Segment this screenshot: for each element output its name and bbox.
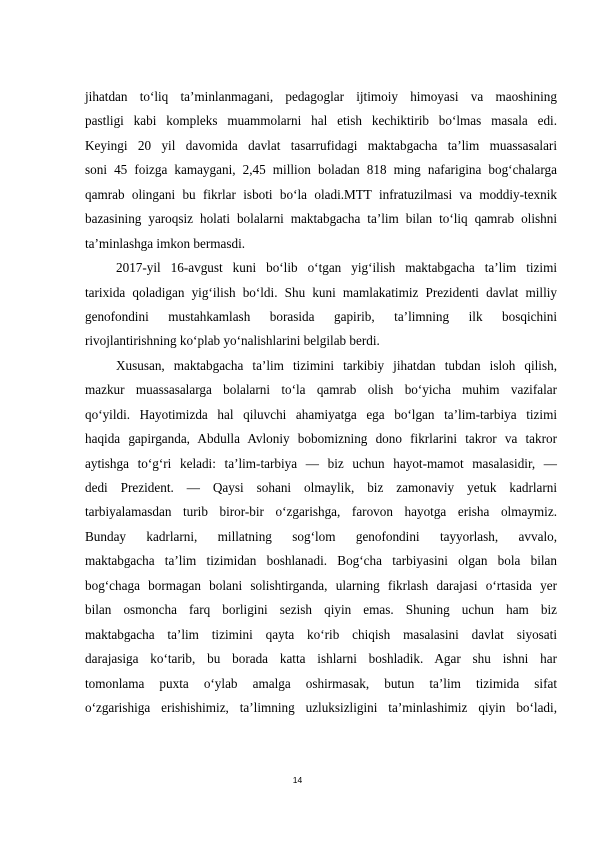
text-line: Keyingi 20 yil davomida davlat tasarrufidagi maktabgacha ta’lim muassasalari (85, 137, 557, 153)
text-line: o‘zgarishiga erishishimiz, ta’limning uzluksizligini ta’minlashimiz qiyin bo‘ladi, (85, 699, 557, 715)
text-line: darajasiga ko‘tarib, bu borada katta ishlarni boshladik. Agar shu ishni har (85, 651, 557, 667)
text-line: haqida gapirganda, Abdulla Avloniy bobomizning dono fikrlarini takror va takror (85, 431, 557, 447)
text-line: genofondini mustahkamlash borasida gapirib, ta’limning ilk bosqichini (85, 308, 557, 324)
text-line: bog‘chaga bormagan bolani solishtirganda, ularning fikrlash darajasi o‘rtasida yer (85, 577, 557, 593)
text-line: tarixida qoladigan yig‘ilish bo‘ldi. Shu kuni mamlakatimiz Prezidenti davlat milliy (85, 284, 557, 300)
text-line: jihatdan to‘liq ta’minlanmagani, pedagoglar ijtimoiy himoyasi va maoshining (85, 89, 557, 104)
text-line: maktabgacha ta’lim tizimini qayta ko‘rib chiqish masalasini davlat siyosati (85, 626, 557, 642)
text-line: qo‘yildi. Hayotimizda hal qiluvchi ahamiyatga ega bo‘lgan ta’lim-tarbiya tizimi (85, 406, 557, 422)
paragraph (85, 256, 557, 354)
text-line: mazkur muassasalarga bolalarni to‘la qamrab olish bo‘yicha muhim vazifalar (85, 382, 557, 398)
paragraph (85, 354, 557, 721)
text-line: bazasining yaroqsiz holati bolalarni maktabgacha ta’lim bilan to‘liq qamrab olishni (85, 211, 557, 227)
page-number: 14 (292, 775, 303, 785)
text-line: pastligi kabi kompleks muammolarni hal etish kechiktirib bo‘lmas masala edi. (85, 113, 557, 129)
text-line: aytishga to‘g‘ri keladi: ta’lim-tarbiya — biz uchun hayot-mamot masalasidir, — (85, 455, 557, 471)
text-line: soni 45 foizga kamaygani, 2,45 million boladan 818 ming nafarigina bog‘chalarga (85, 162, 557, 178)
text-line: qamrab olingani bu fikrlar isboti bo‘la oladi.MTT infratuzilmasi va moddiy-texnik (85, 186, 557, 202)
text-line: ta’minlashga imkon bermasdi. (85, 235, 246, 251)
text-line: dedi Prezident. — Qaysi sohani olmaylik, biz zamonaviy yetuk kadrlarni (85, 480, 557, 495)
text-line: Bunday kadrlarni, millatning sog‘lom genofondini tayyorlash, avvalo, (85, 528, 557, 544)
text-line: rivojlantirishning ko‘plab yo‘nalishlarini belgilab berdi. (85, 333, 380, 349)
text-line: bilan osmoncha farq borligini sezish qiyin emas. Shuning uchun ham biz (85, 602, 557, 618)
body-text (85, 85, 557, 720)
text-line: tomonlama puxta o‘ylab amalga oshirmasak, butun ta’lim tizimida sifat (85, 675, 557, 691)
paragraph (85, 85, 557, 256)
text-line: 2017-yil 16-avgust kuni bo‘lib o‘tgan yig‘ilish maktabgacha ta’lim tizimi (116, 260, 557, 276)
text-line: tarbiyalamasdan turib biror-bir o‘zgarishga, farovon hayotga erisha olmaymiz. (85, 504, 557, 520)
text-line: Xususan, maktabgacha ta’lim tizimini tarkibiy jihatdan tubdan isloh qilish, (116, 357, 557, 373)
text-line: maktabgacha ta’lim tizimidan boshlanadi. Bog‘cha tarbiyasini olgan bola bilan (85, 553, 557, 569)
